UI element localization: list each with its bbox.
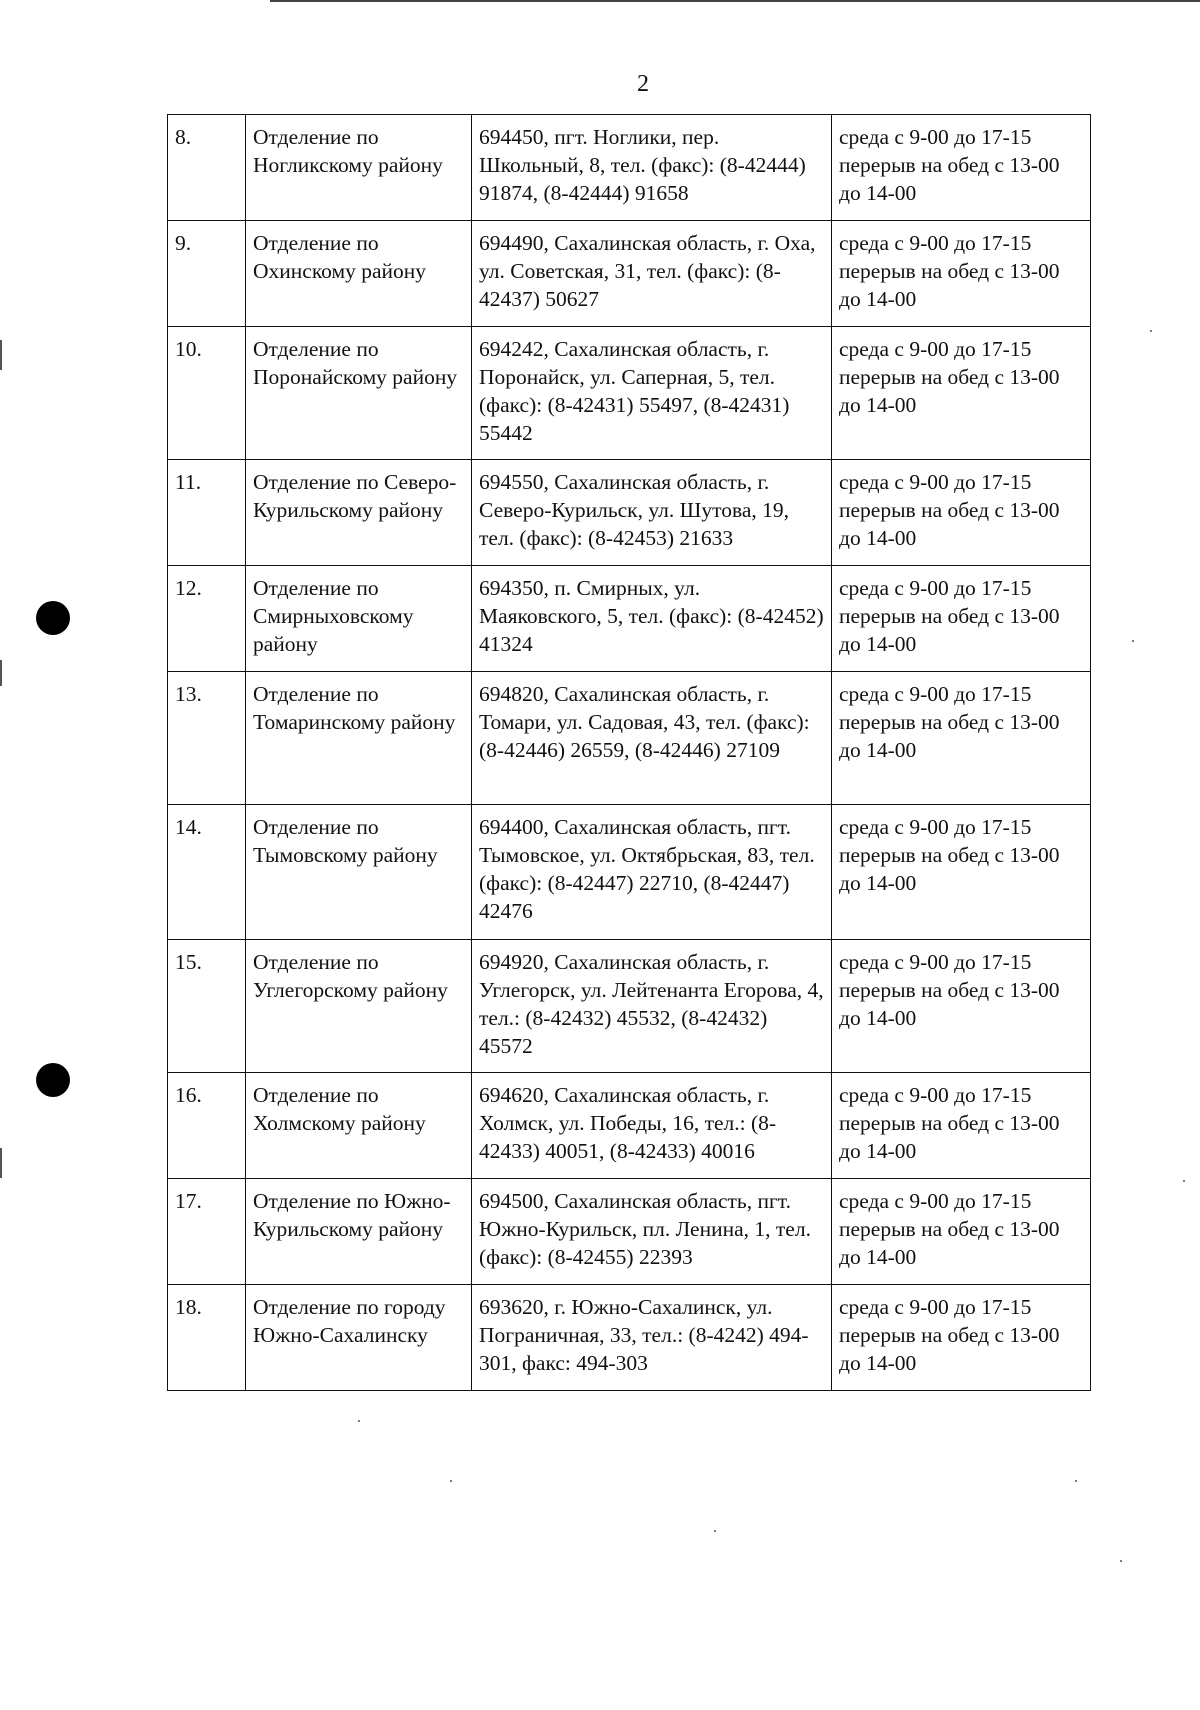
- office-name: Отделение по Томаринскому району: [246, 672, 472, 805]
- office-address: 694242, Сахалинская область, г. Поронайск, ул. Саперная, 5, тел. (факс): (8-42431) 55497, (8-42431) 55442: [472, 327, 832, 460]
- row-number: 11.: [168, 460, 246, 566]
- table-row: [168, 327, 1091, 460]
- office-address: 694550, Сахалинская область, г. Северо-Курильск, ул. Шутова, 19, тел. (факс): (8-42453) 21633: [472, 460, 832, 566]
- office-name: Отделение по Северо-Курильскому району: [246, 460, 472, 566]
- office-hours: среда с 9-00 до 17-15 перерыв на обед с 13-00 до 14-00: [832, 327, 1091, 460]
- punch-hole: [36, 601, 70, 635]
- office-address: 694400, Сахалинская область, пгт. Тымовское, ул. Октябрьская, 83, тел. (факс): (8-42447) 22710, (8-42447) 42476: [472, 805, 832, 940]
- office-address: 694350, п. Смирных, ул. Маяковского, 5, тел. (факс): (8-42452) 41324: [472, 566, 832, 672]
- office-name: Отделение по Южно-Курильскому району: [246, 1179, 472, 1285]
- row-number: 12.: [168, 566, 246, 672]
- office-address: 694490, Сахалинская область, г. Оха, ул. Советская, 31, тел. (факс): (8-42437) 50627: [472, 221, 832, 327]
- office-address: 693620, г. Южно-Сахалинск, ул. Пограничная, 33, тел.: (8-4242) 494-301, факс: 494-303: [472, 1285, 832, 1391]
- office-hours: среда с 9-00 до 17-15 перерыв на обед с 13-00 до 14-00: [832, 566, 1091, 672]
- page-number: 2: [637, 71, 649, 97]
- office-name: Отделение по Углегорскому району: [246, 940, 472, 1073]
- office-address: 694450, пгт. Ноглики, пер. Школьный, 8, тел. (факс): (8-42444) 91874, (8-42444) 91658: [472, 115, 832, 221]
- scan-edge-mark: [0, 340, 2, 370]
- row-number: 13.: [168, 672, 246, 805]
- row-number: 10.: [168, 327, 246, 460]
- scan-speck: [1150, 330, 1152, 332]
- scan-speck: [1183, 1180, 1185, 1182]
- office-address: 694620, Сахалинская область, г. Холмск, ул. Победы, 16, тел.: (8-42433) 40051, (8-42433) 40016: [472, 1073, 832, 1179]
- table-row: [168, 566, 1091, 672]
- office-name: Отделение по Поронайскому району: [246, 327, 472, 460]
- office-hours: среда с 9-00 до 17-15 перерыв на обед с 13-00 до 14-00: [832, 221, 1091, 327]
- office-address: 694820, Сахалинская область, г. Томари, ул. Садовая, 43, тел. (факс): (8-42446) 26559, (8-42446) 27109: [472, 672, 832, 805]
- scan-speck: [1120, 1560, 1122, 1562]
- office-hours: среда с 9-00 до 17-15 перерыв на обед с 13-00 до 14-00: [832, 672, 1091, 805]
- office-address: 694920, Сахалинская область, г. Углегорск, ул. Лейтенанта Егорова, 4, тел.: (8-42432) 45532, (8-42432) 45572: [472, 940, 832, 1073]
- row-number: 18.: [168, 1285, 246, 1391]
- office-hours: среда с 9-00 до 17-15 перерыв на обед с 13-00 до 14-00: [832, 805, 1091, 940]
- table-row: [168, 221, 1091, 327]
- scan-speck: [1075, 1480, 1077, 1482]
- scan-edge-line: [270, 0, 1200, 2]
- table-row: [168, 1179, 1091, 1285]
- offices-table: [167, 114, 1091, 1391]
- scan-speck: [1132, 640, 1134, 642]
- scan-edge-mark: [0, 1148, 2, 1178]
- office-hours: среда с 9-00 до 17-15 перерыв на обед с 13-00 до 14-00: [832, 1073, 1091, 1179]
- punch-hole: [36, 1063, 70, 1097]
- office-hours: среда с 9-00 до 17-15 перерыв на обед с 13-00 до 14-00: [832, 460, 1091, 566]
- office-address: 694500, Сахалинская область, пгт. Южно-Курильск, пл. Ленина, 1, тел. (факс): (8-42455) 22393: [472, 1179, 832, 1285]
- office-hours: среда с 9-00 до 17-15 перерыв на обед с 13-00 до 14-00: [832, 1285, 1091, 1391]
- scan-speck: [714, 1530, 716, 1532]
- office-name: Отделение по Тымовскому району: [246, 805, 472, 940]
- office-name: Отделение по Ногликскому району: [246, 115, 472, 221]
- table-row: [168, 115, 1091, 221]
- row-number: 8.: [168, 115, 246, 221]
- office-name: Отделение по городу Южно-Сахалинску: [246, 1285, 472, 1391]
- office-name: Отделение по Охинскому району: [246, 221, 472, 327]
- office-hours: среда с 9-00 до 17-15 перерыв на обед с 13-00 до 14-00: [832, 1179, 1091, 1285]
- office-hours: среда с 9-00 до 17-15 перерыв на обед с 13-00 до 14-00: [832, 115, 1091, 221]
- row-number: 9.: [168, 221, 246, 327]
- table-row: [168, 805, 1091, 940]
- row-number: 14.: [168, 805, 246, 940]
- row-number: 16.: [168, 1073, 246, 1179]
- row-number: 17.: [168, 1179, 246, 1285]
- row-number: 15.: [168, 940, 246, 1073]
- office-hours: среда с 9-00 до 17-15 перерыв на обед с 13-00 до 14-00: [832, 940, 1091, 1073]
- table-row: [168, 460, 1091, 566]
- scan-edge-mark: [0, 660, 2, 686]
- table-row: [168, 672, 1091, 805]
- scan-speck: [358, 1420, 360, 1422]
- scan-speck: [450, 1480, 452, 1482]
- table-row: [168, 940, 1091, 1073]
- table-row: [168, 1073, 1091, 1179]
- office-name: Отделение по Смирныховскому району: [246, 566, 472, 672]
- table-row: [168, 1285, 1091, 1391]
- office-name: Отделение по Холмскому району: [246, 1073, 472, 1179]
